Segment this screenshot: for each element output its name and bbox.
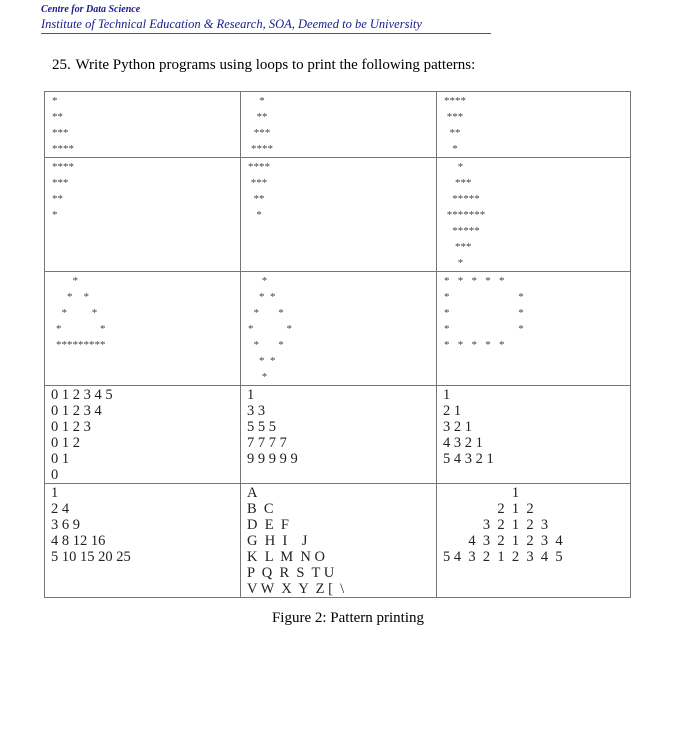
pattern-table — [44, 91, 631, 598]
pattern-num-2: 1 3 3 5 5 5 7 7 7 7 9 9 9 9 9 — [247, 387, 298, 467]
pattern-cell — [45, 484, 241, 598]
pattern-hollow-diamond: * * * * * * * * * * * * — [248, 275, 292, 383]
pattern-cell — [241, 92, 437, 158]
pattern-hollow-square: * * * * * * * * * * * * * * * * — [444, 275, 524, 351]
pattern-cell — [437, 484, 631, 598]
pattern-num-1: 0 1 2 3 4 5 0 1 2 3 4 0 1 2 3 0 1 2 0 1 0 — [51, 387, 113, 483]
pattern-star-2 — [241, 92, 436, 157]
question-number: 25. — [52, 57, 71, 73]
pattern-star-1: * ** *** **** — [52, 95, 74, 155]
pattern-star-4: **** *** ** * — [52, 161, 74, 221]
table-row — [45, 484, 631, 598]
pattern-star-5: **** *** ** * — [248, 161, 270, 221]
pattern-cell — [437, 92, 631, 158]
question-text: Write Python programs using loops to print the following patterns: — [75, 57, 476, 73]
table-row — [45, 272, 631, 386]
pattern-num-pyramid: 1 2 1 2 3 2 1 2 3 4 3 2 1 2 3 4 5 4 3 2 1 2 3 4 5 — [443, 485, 563, 565]
header-institute: Institute of Technical Education & Research, SOA, Deemed to be University — [41, 17, 422, 31]
table-row — [45, 158, 631, 272]
table-row — [45, 386, 631, 484]
pattern-cell — [241, 158, 437, 272]
pattern-diamond: * *** ***** ******* ***** *** * — [446, 161, 486, 269]
pattern-cell — [437, 158, 631, 272]
figure-caption: Figure 2: Pattern printing — [271, 610, 425, 626]
question — [52, 57, 475, 74]
header-rule — [41, 33, 491, 34]
pattern-cell — [437, 272, 631, 386]
pattern-cell — [45, 272, 241, 386]
pattern-cell — [45, 386, 241, 484]
pattern-num-3: 1 2 1 3 2 1 4 3 2 1 5 4 3 2 1 — [443, 387, 494, 467]
table-row — [45, 92, 631, 158]
pattern-alpha: A B C D E F G H I J K L M N O P Q R S T U V W X Y Z [ \ — [247, 485, 345, 597]
pattern-hollow-triangle: * * * * * * * ********* — [56, 275, 106, 351]
pattern-cell — [241, 484, 437, 598]
pattern-star-3: **** *** ** * — [444, 95, 466, 155]
pattern-cell — [241, 386, 437, 484]
pattern-cell — [45, 158, 241, 272]
header-centre: Centre for Data Science — [41, 4, 141, 15]
pattern-cell — [241, 272, 437, 386]
pattern-cell — [45, 92, 241, 158]
pattern-cell — [437, 386, 631, 484]
pattern-star-2-text: * ** *** **** — [251, 95, 273, 155]
pattern-num-4: 1 2 4 3 6 9 4 8 12 16 5 10 15 20 25 — [51, 485, 131, 565]
